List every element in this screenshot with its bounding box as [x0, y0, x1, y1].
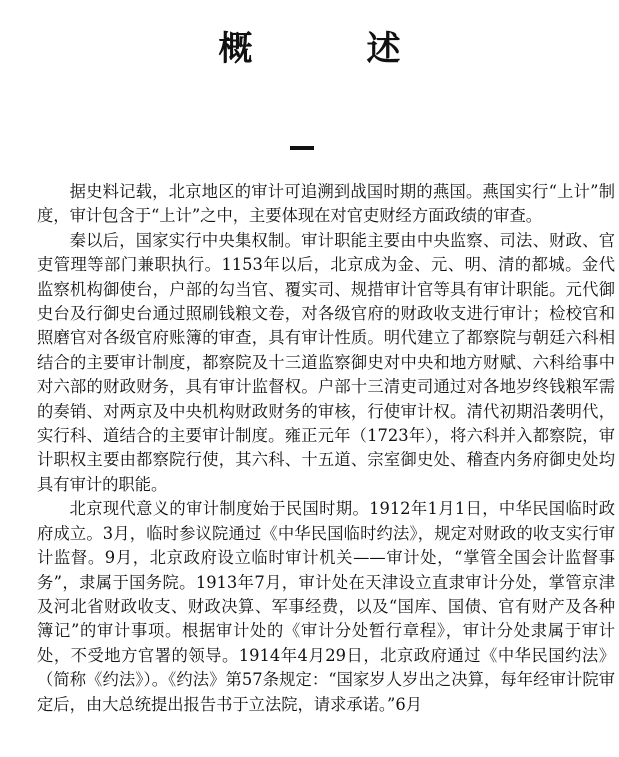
- paragraph-2: 秦以后，国家实行中央集权制。审计职能主要由中央监察、司法、财政、官吏管理等部门兼职执行。1153年以后，北京成为金、元、明、清的都城。金代监察机构御使台，户部的勾当官、覆实司、规措审计官等具有审计职能。元代御史台及行御史台通过照刷钱粮文卷，对各级官府的财政收支进行审计；检校官和照磨官对各级官府账簿的审查，具有审计性质。明代建立了都察院与朝廷六科相结合的主要审计制度，都察院及十三道监察御史对中央和地方财赋、六科给事中对六部的财政财务，具有审计监督权。户部十三清吏司通过对各地岁终钱粮军需的奏销、对两京及中央机构财政财务的审核，行使审计权。清代初期沿袭明代，实行科、道结合的主要审计制度。雍正元年（1723年），将六科并入都察院，审计职权主要由都察院行使，其六科、十五道、宗室御史处、稽查内务府御史处均具有审计的职能。: [37, 230, 615, 494]
- body-text: [37, 180, 615, 717]
- paragraph-1: 据史料记载，北京地区的审计可追溯到战国时期的燕国。燕国实行“上计”制度，审计包含于“上计”之中，主要体现在对官吏财经方面政绩的审查。: [37, 182, 615, 226]
- page-title: 概 述: [218, 28, 441, 69]
- paragraph-3: 北京现代意义的审计制度始于民国时期。1912年1月1日，中华民国临时政府成立。3月，临时参议院通过《中华民国临时约法》，规定对财政的收支实行审计监督。9月，北京政府设立临时审计机关——审计处，“掌管全国会计监督事务”，隶属于国务院。1913年7月，审计处在天津设立直隶审计分处，掌管京津及河北省财政收支、财政决算、军事经费，以及“国库、国债、官有财产及各种簿记”的审计事项。根据审计处的《审计分处暂行章程》，审计分处隶属于审计处，不受地方官署的领导。1914年4月29日，北京政府通过《中华民国约法》（简称《约法》）。《约法》第57条规定：“国家岁人岁出之决算，每年经审计院审定后，由大总统提出报告书于立法院，请求承诺。”6月: [37, 499, 615, 714]
- section-number-one: [290, 146, 314, 150]
